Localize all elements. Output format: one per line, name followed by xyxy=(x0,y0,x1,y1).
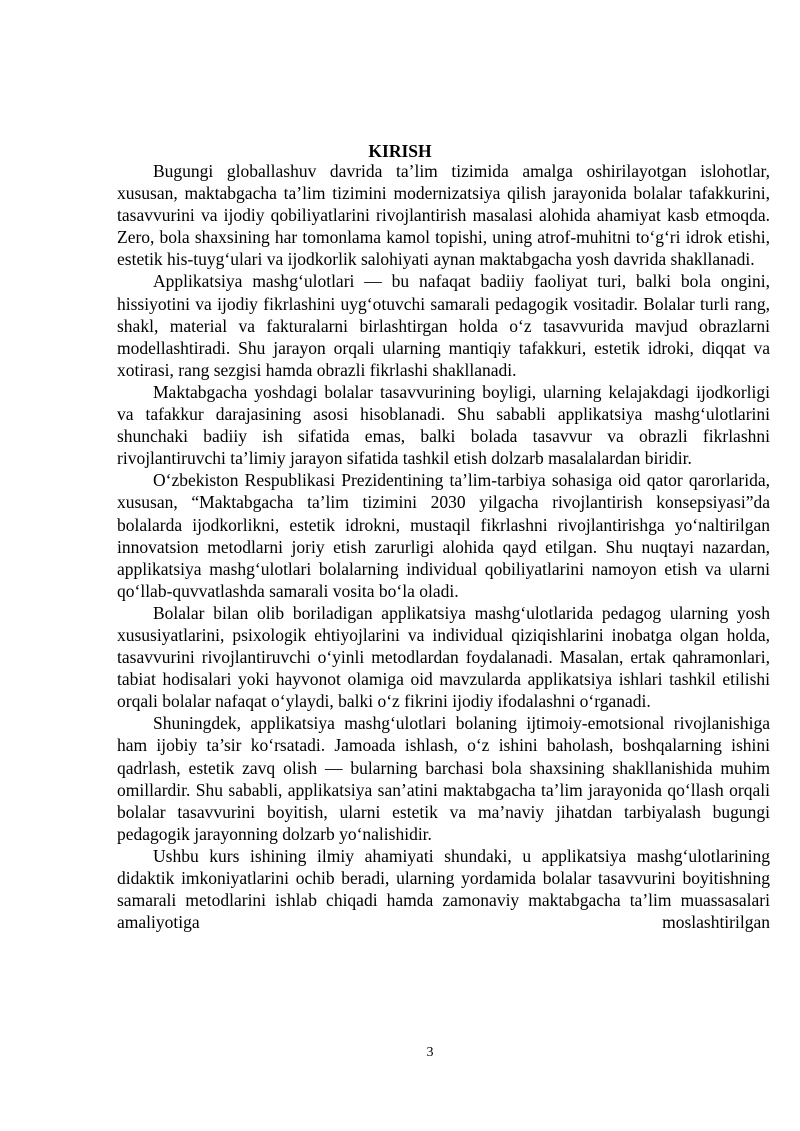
page-number: 3 xyxy=(426,1045,434,1060)
paragraph-4: O‘zbekiston Respublikasi Prezidentining ta’lim-tarbiya sohasiga oid qator qarorlarida, xususan, “Maktabgacha ta’lim tizimini 2030 yilgacha rivojlantirish konsepsiyasi”da bolalarda ijodkorlikni, estetik idrokni, mustaqil fikrlashni rivojlantirishga yo‘naltirilgan innovatsion metodlarni joriy etish zarurligi alohida qayd etilgan. Shu nuqtayi nazardan, applikatsiya mashg‘ulotlari bolalarning individual qobiliyatlarini namoyon etish va ularni qo‘llab-quvvatlashda samarali vosita bo‘la oladi. xyxy=(117,470,770,601)
body-text xyxy=(117,160,770,933)
paragraph-6: Shuningdek, applikatsiya mashg‘ulotlari bolaning ijtimoiy-emotsional rivojlanishiga ham ijobiy ta’sir ko‘rsatadi. Jamoada ishlash, o‘z ishini baholash, boshqalarning ishini qadrlash, estetik zavq olish — bularning barchasi bola shaxsining shakllanishida muhim omillardir. Shu sababli, applikatsiya san’atini maktabgacha ta’lim jarayonida qo‘llash orqali bolalar tasavvurini boyitish, ularni estetik va ma’naviy jihatdan tarbiyalash bugungi pedagogik jarayonning dolzarb yo‘nalishidir. xyxy=(117,713,770,844)
paragraph-5: Bolalar bilan olib boriladigan applikatsiya mashg‘ulotlarida pedagog ularning yosh xususiyatlarini, psixologik ehtiyojlarini va individual qiziqishlarini inobatga olgan holda, tasavvurini rivojlantiruvchi o‘yinli metodlardan foydalanadi. Masalan, ertak qahramonlari, tabiat hodisalari yoki hayvonot olamiga oid mavzularda applikatsiya ishlari tashkil etilishi orqali bolalar nafaqat o‘ylaydi, balki o‘z fikrini ijodiy ifodalashni o‘rganadi. xyxy=(117,602,770,712)
page-title: KIRISH xyxy=(368,141,432,161)
paragraph-2: Applikatsiya mashg‘ulotlari — bu nafaqat badiiy faoliyat turi, balki bola ongini, hissiyotini va ijodiy fikrlashini uyg‘otuvchi samarali pedagogik vositadir. Bolalar turli rang, shakl, material va fakturalarni birlashtirgan holda o‘z tasavvurida mavjud obrazlarni modellashtiradi. Shu jarayon orqali ularning mantiqiy tafakkuri, estetik idroki, diqqat va xotirasi, rang sezgisi hamda obrazli fikrlashi shakllanadi. xyxy=(117,271,770,380)
paragraph-7: Ushbu kurs ishining ilmiy ahamiyati shundaki, u applikatsiya mashg‘ulotlarining didaktik imkoniyatlarini ochib beradi, ularning yordamida bolalar tasavvurini boyitishning samarali metodlarini ishlab chiqadi hamda zamonaviy maktabgacha ta’lim muassasalari amaliyotiga moslashtirilgan xyxy=(117,845,770,933)
paragraph-3: Maktabgacha yoshdagi bolalar tasavvurining boyligi, ularning kelajakdagi ijodkorligi va tafakkur darajasining asosi hisoblanadi. Shu sababli applikatsiya mashg‘ulotlarini shunchaki badiiy ish sifatida emas, balki bolada tasavvur va obrazli fikrlashni rivojlantiruvchi ta’limiy jarayon sifatida tashkil etish dolzarb masalalardan biridir. xyxy=(117,381,770,469)
paragraph-1: Bugungi globallashuv davrida ta’lim tizimida amalga oshirilayotgan islohotlar, xususan, maktabgacha ta’lim tizimini modernizatsiya qilish jarayonida bolalar tafakkurini, tasavvurini va ijodiy qobiliyatlarini rivojlantirish masalasi alohida ahamiyat kasb etmoqda. Zero, bola shaxsining har tomonlama kamol topishi, uning atrof-muhitni to‘g‘ri idrok etishi, estetik his-tuyg‘ulari va ijodkorlik salohiyati aynan maktabgacha yosh davrida shakllanadi. xyxy=(117,161,770,270)
